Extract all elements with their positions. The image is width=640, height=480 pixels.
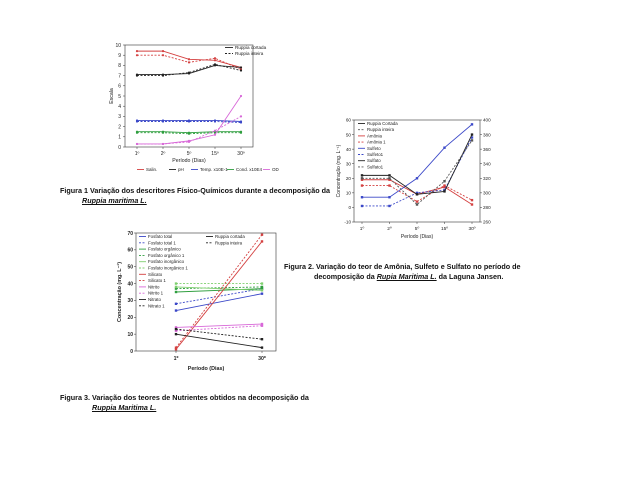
f3-legend-label-7: Silicato 1 [148,278,166,284]
f3-point-fosfato-inorganico-1-1 [261,282,263,284]
f2-ytick-left-label-3: 20 [345,175,351,181]
figure1-caption-species: Ruppia maritima L. [82,196,147,205]
f1-legend-bottom-label-2: Temp. x10E-1 [200,167,228,172]
f3-point-nitrato-0 [175,333,177,335]
figure2-caption-post: da Laguna Jansen. [438,272,504,281]
f3-line-nitrato [176,334,262,347]
figure2-chart [332,112,507,252]
f1-point-ph-1 [162,75,164,77]
f2-point-sulfeto1-0 [361,205,363,207]
f3-ytick-label-5: 50 [127,264,133,271]
f3-legend-label-8: Nitrito [148,284,160,290]
f3-legend-label-10: Nitrato [148,297,161,302]
f3-point-fosfato-organico-0 [175,291,177,293]
f2-ytick-right-label-3: 320 [483,175,491,181]
f3-legend-variant-label-1: Ruppia inteira [215,240,243,246]
f1-point-salin-1 [162,54,164,56]
f1-point-ph-4 [240,66,242,68]
f2-point-amonia-1-2 [416,200,418,202]
f1-point-salin-3 [214,59,216,61]
f1-point-od-1 [162,143,164,145]
f2-legend-label-2: Amônia [367,133,382,139]
f2-point-sulfato1-2 [416,203,418,205]
f2-legend-label-3: Amônia 1 [367,139,386,145]
f3-legend-label-0: Fosfato total [148,234,173,239]
figure2-caption-species: Rupia Maritima L. [376,272,437,281]
f3-ytick-label-4: 40 [127,281,133,288]
figure1-caption [60,186,350,206]
f1-legend-bottom-label-3: Cond. x10E4 [236,167,263,172]
f2-legend-label-6: Sulfato [367,158,381,164]
f3-legend-label-9: Nitrito 1 [148,290,164,296]
f1-legend-bottom-label-4: OD [272,167,279,172]
f1-point-od-0 [136,143,138,145]
f3-ylabel: Concentração (mg. L⁻¹) [117,261,123,323]
f2-point-sulfato1-4 [471,139,473,141]
f1-point-temp-x10e-1-0 [136,120,138,122]
f3-point-fosfato-inorganico-1 [261,289,263,291]
f2-point-sulfato-4 [471,133,473,135]
f2-point-amonia-4 [471,203,473,205]
f1-point-temp-x10e-1-2 [188,120,190,122]
f3-point-silicato-1 [261,240,263,242]
f2-ytick-right-label-2: 300 [483,190,491,196]
figure2-caption-line1: Figura 2. Variação do teor de Amônia, Sulfeto e Sulfato no período de [284,262,521,271]
f2-ylabel: Concentração (mg. L⁻¹) [336,144,342,198]
f2-ytick-left-label-4: 30 [345,161,351,167]
f3-ytick-label-7: 70 [127,230,133,237]
f2-ytick-left-label-6: 50 [345,132,351,138]
f3-line-silicato [176,241,262,349]
f1-point-od-3 [214,134,216,136]
f3-point-fosfato-inorganico-0 [175,286,177,288]
f2-ytick-right-label-1: 280 [483,205,491,211]
f2-ytick-right-label-5: 360 [483,146,491,152]
f2-xlabel: Período (Dias) [400,234,434,240]
f1-xlabel: Período (Dias) [172,158,206,164]
f1-point-od-2 [188,141,190,143]
f3-legend-label-5: Fosfato inorgânico 1 [148,265,188,271]
f1-point-cond-x10e4-1 [162,132,164,134]
f1-legend-top-label-0: Ruppia cortada [235,45,267,50]
figure1-caption-main: Figura 1 Variação dos descritores Físico-Químicos durante a decomposição da [60,186,331,195]
f3-ytick-label-6: 60 [127,247,133,254]
f2-ytick-right-label-6: 380 [483,132,491,138]
f3-ytick-label-3: 30 [127,298,133,305]
f2-xtick-label-0: 1º [359,227,365,232]
f1-ytick-label-2: 2 [118,124,121,131]
f2-xtick-label-3: 15º [440,227,449,232]
f1-ytick-label-6: 6 [118,83,121,90]
f2-point-sulfato-3 [443,190,445,192]
f1-ytick-label-5: 5 [118,93,121,100]
f1-legend-bottom-label-1: pH [178,167,184,172]
f3-legend-label-1: Fosfato total 1 [148,240,176,246]
figure3-caption-species: Ruppia Maritima L. [92,403,157,412]
f3-xlabel: Período (Dias) [187,366,225,372]
f2-point-amonia-1-1 [388,184,390,186]
f1-point-ph-2 [188,71,190,73]
f1-ytick-label-1: 1 [118,134,121,141]
f2-ytick-left-label-7: 60 [345,117,351,123]
figure1-chart [105,35,335,180]
f3-xtick-label-0: 1º [173,356,179,362]
f3-point-nitrato-1-0 [175,328,177,330]
f2-legend-label-0: Ruppia Cortada [367,121,398,126]
f1-ytick-label-0: 0 [118,144,121,151]
figure3-caption-main: Figura 3. Variação dos teores de Nutrientes obtidos na decomposição da [60,393,309,402]
f3-ytick-label-0: 0 [130,348,133,355]
f2-xtick-label-4: 30º [468,227,476,232]
f1-point-ph-4 [240,69,242,71]
f3-point-fosfato-inorganico-1-0 [175,282,177,284]
f1-xtick-label-2: 5º [186,151,192,157]
f2-point-sulfato1-1 [388,177,390,179]
f1-xtick-label-0: 1º [134,151,140,157]
f2-ytick-left-label-2: 10 [345,190,351,196]
f2-ytick-right-label-0: 260 [483,219,491,225]
f2-legend-label-4: Sulfeto [367,145,381,151]
f1-xtick-label-3: 15º [211,151,219,157]
f1-point-temp-x10e-1-4 [240,121,242,123]
figure3-chart [112,225,282,385]
f1-ytick-label-10: 10 [115,42,121,49]
f1-xtick-label-4: 30º [237,151,245,157]
f3-ytick-label-1: 10 [127,331,133,338]
f1-point-ph-3 [214,63,216,65]
f1-point-salin-0 [136,54,138,56]
f2-ytick-left-label-0: -10 [344,219,351,225]
f1-ytick-label-8: 8 [118,63,121,70]
f2-point-sulfato-1 [388,174,390,176]
f3-point-fosfato-total-1 [261,292,263,294]
f2-ytick-right-label-4: 340 [483,161,491,167]
f1-point-od-4 [240,115,242,117]
f2-xtick-label-1: 2º [387,227,392,232]
f1-point-salin-1 [162,50,164,52]
f3-point-fosfato-total-0 [175,309,177,311]
f2-point-sulfato1-3 [443,180,445,182]
f3-legend-label-2: Fosfato orgânico [148,246,181,252]
f2-point-sulfeto-1 [388,196,390,198]
f3-line-nitrito [176,324,262,327]
f2-ytick-right-label-7: 400 [483,117,491,123]
f1-point-od-3 [214,130,216,132]
f2-ytick-left-label-5: 40 [345,146,351,152]
f3-legend-variant-label-0: Ruppia cortada [215,234,245,239]
f3-point-fosfato-organico-1-1 [261,286,263,288]
f3-xtick-label-1: 30º [258,356,266,362]
figure2-caption [284,262,564,282]
f1-point-salin-3 [214,57,216,59]
f2-point-sulfeto-3 [443,146,445,148]
f1-point-cond-x10e4-4 [240,132,242,134]
figure2-caption-pre: decomposição da [314,272,375,281]
f2-point-sulfato1-0 [361,177,363,179]
f3-ytick-label-2: 20 [127,315,133,322]
f3-point-silicato-1-0 [175,346,177,348]
f2-legend-label-5: Sulfeto1 [367,152,384,157]
f1-ytick-label-3: 3 [118,114,121,121]
f2-legend-label-1: Ruppia inteira [367,127,395,133]
f2-point-sulfato-0 [361,174,363,176]
f3-point-fosfato-total-1-0 [175,303,177,305]
f1-point-temp-x10e-1-3 [214,120,216,122]
f2-point-amonia-1-0 [361,184,363,186]
f3-point-silicato-1-1 [261,233,263,235]
f3-point-nitrito-1-1 [261,325,263,327]
f1-point-salin-2 [188,61,190,63]
f2-xtick-label-2: 5º [414,227,420,232]
f1-point-cond-x10e4-2 [188,133,190,135]
f2-point-sulfeto-0 [361,196,363,198]
f2-point-sulfeto-4 [471,123,473,125]
f2-point-amonia-1-3 [443,184,445,186]
f1-point-cond-x10e4-0 [136,132,138,134]
f3-legend-label-4: Fosfato inorgânico [148,259,185,265]
f1-ytick-label-9: 9 [118,53,121,59]
f3-point-nitrato-1-1 [261,338,263,340]
f1-legend-bottom-label-0: Salin. [146,167,158,172]
f3-legend-label-3: Fosfato orgânico 1 [148,252,185,258]
f2-point-sulfeto1-1 [388,205,390,207]
f1-ylabel: Escala [109,88,115,104]
f1-ytick-label-7: 7 [118,73,121,80]
f1-point-salin-2 [188,58,190,60]
f2-ytick-left-label-1: 0 [348,205,351,211]
figure3-caption [60,393,350,413]
f1-point-temp-x10e-1-1 [162,120,164,122]
f1-point-ph-0 [136,75,138,77]
f1-xtick-label-1: 2º [160,151,166,157]
f2-point-amonia-1-4 [471,199,473,201]
f3-legend-label-11: Nitrato 1 [148,303,165,309]
f1-point-salin-0 [136,50,138,52]
f1-point-od-4 [240,95,242,97]
f1-ytick-label-4: 4 [118,104,121,110]
f2-legend-label-7: Sulfato1 [367,164,384,170]
f2-point-sulfeto-2 [416,177,418,179]
f2-point-sulfato-2 [416,193,418,195]
f3-point-nitrato-1 [261,346,263,348]
f3-legend-label-6: Silicato [148,271,163,277]
f1-legend-top-label-1: Ruppia inteira [235,51,264,56]
